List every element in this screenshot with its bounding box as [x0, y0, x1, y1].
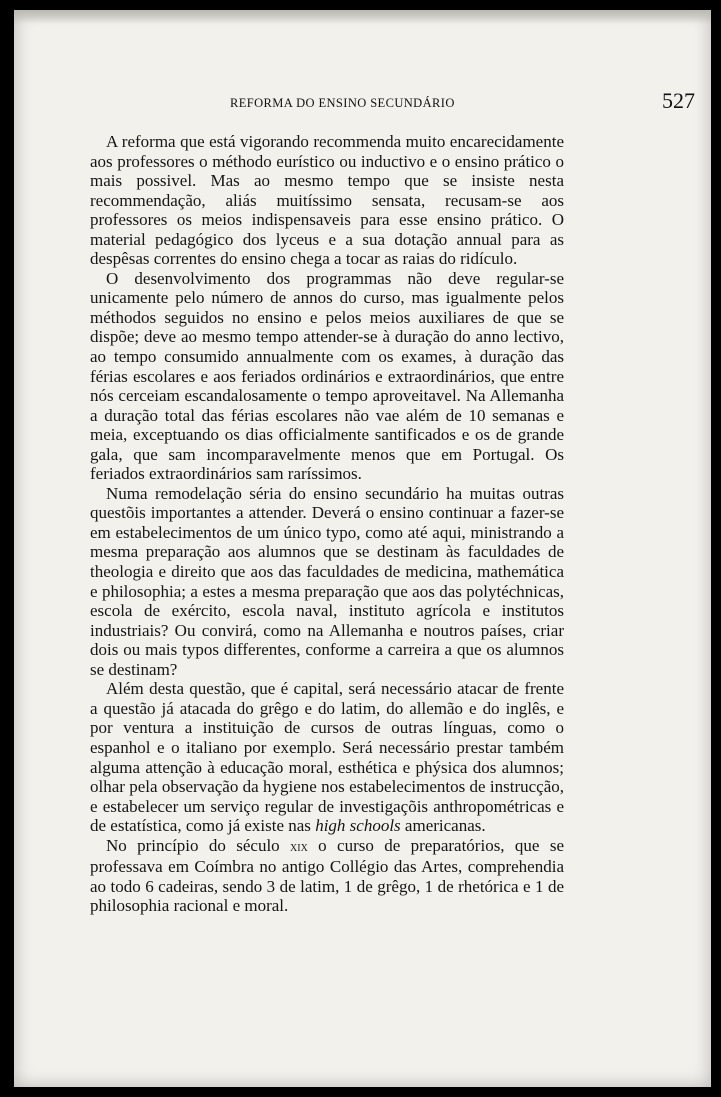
- body-text: [90, 132, 564, 916]
- running-title: REFORMA DO ENSINO SECUNDÁRIO: [230, 96, 455, 110]
- paragraph-4-text-end: americanas.: [400, 816, 486, 836]
- page-number: 527: [662, 88, 695, 113]
- paragraph-5-text: No princípio do século: [106, 835, 291, 855]
- paragraph-5-text-end: o curso de preparatórios, que se professava em Coímbra no antigo Collégio das Artes, comprehendia ao todo 6 cadeiras, sendo 3 de latim, 1 de grêgo, 1 de rhetórica e 1 de philosophia racional e moral.: [90, 835, 564, 916]
- paragraph-4-italic: high schools: [315, 816, 401, 836]
- page-header: [14, 88, 711, 118]
- paragraph-4: [90, 679, 564, 835]
- paragraph-4-text: Além desta questão, que é capital, será necessário atacar de frente a questão já atacada do grêgo e do latim, do allemão e do inglês, e por ventura a instituição de cursos de outras línguas, como o espanhol e o italiano por exemplo. Será necessário prestar também alguma attenção à educação moral, esthética e phýsica dos alumnos; olhar pela observação da hygiene nos estabelecimentos de instrucção, e estabelecer um serviço regular de investigaçõis anthropométricas e de estatística, como já existe nas: [90, 679, 564, 836]
- paragraph-2: O desenvolvimento dos programmas não deve regular-se unicamente pelo número de annos do curso, mas igualmente pelos méthodos seguidos no ensino e pelos meios auxiliares de que se dispõe; deve ao mesmo tempo attender-se à duração do anno lectivo, ao tempo consumido annualmente com os exames, à duração das férias escolares e aos feriados ordinários e extraordinários, que entre nós cerceiam escandalosamente o tempo aproveitavel. Na Allemanha a duração total das férias escolares não vae além de 10 semanas e meia, exceptuando os dias officialmente santificados e os de grande gala, que sam incomparavelmente menos que em Portugal. Os feriados extraordinários sam raríssimos.: [90, 268, 564, 484]
- paragraph-3: Numa remodelação séria do ensino secundário ha muitas outras questõis importantes a attender. Deverá o ensino continuar a fazer-se em estabelecimentos de um único typo, como até aqui, ministrando a mesma preparação aos alumnos que se destinam às faculdades de theologia e direito que aos das faculdades de medicina, mathemática e philosophia; a estes a mesma preparação que aos das polytéchnicas, escola de exército, escola naval, instituto agrícola e institutos industriais? Ou convirá, como na Allemanha e noutros países, criar dois ou mais typos differentes, conforme a carreira a que os alumnos se destinam?: [90, 483, 564, 679]
- scanned-page: [14, 10, 711, 1087]
- paragraph-1: A reforma que está vigorando recommenda muito encarecidamente aos professores o méthodo eurístico ou inductivo e o ensino prático o mais possivel. Mas ao mesmo tempo que se insiste nesta recommendação, aliás muitíssimo sensata, recusam-se aos professores os meios indispensaveis para esse ensino prático. O material pedagógico dos lyceus e a sua dotação annual para as despêsas correntes do ensino chega a tocar as raias do ridículo.: [90, 132, 564, 269]
- century-numeral: xix: [290, 839, 308, 855]
- paragraph-5: [90, 836, 564, 916]
